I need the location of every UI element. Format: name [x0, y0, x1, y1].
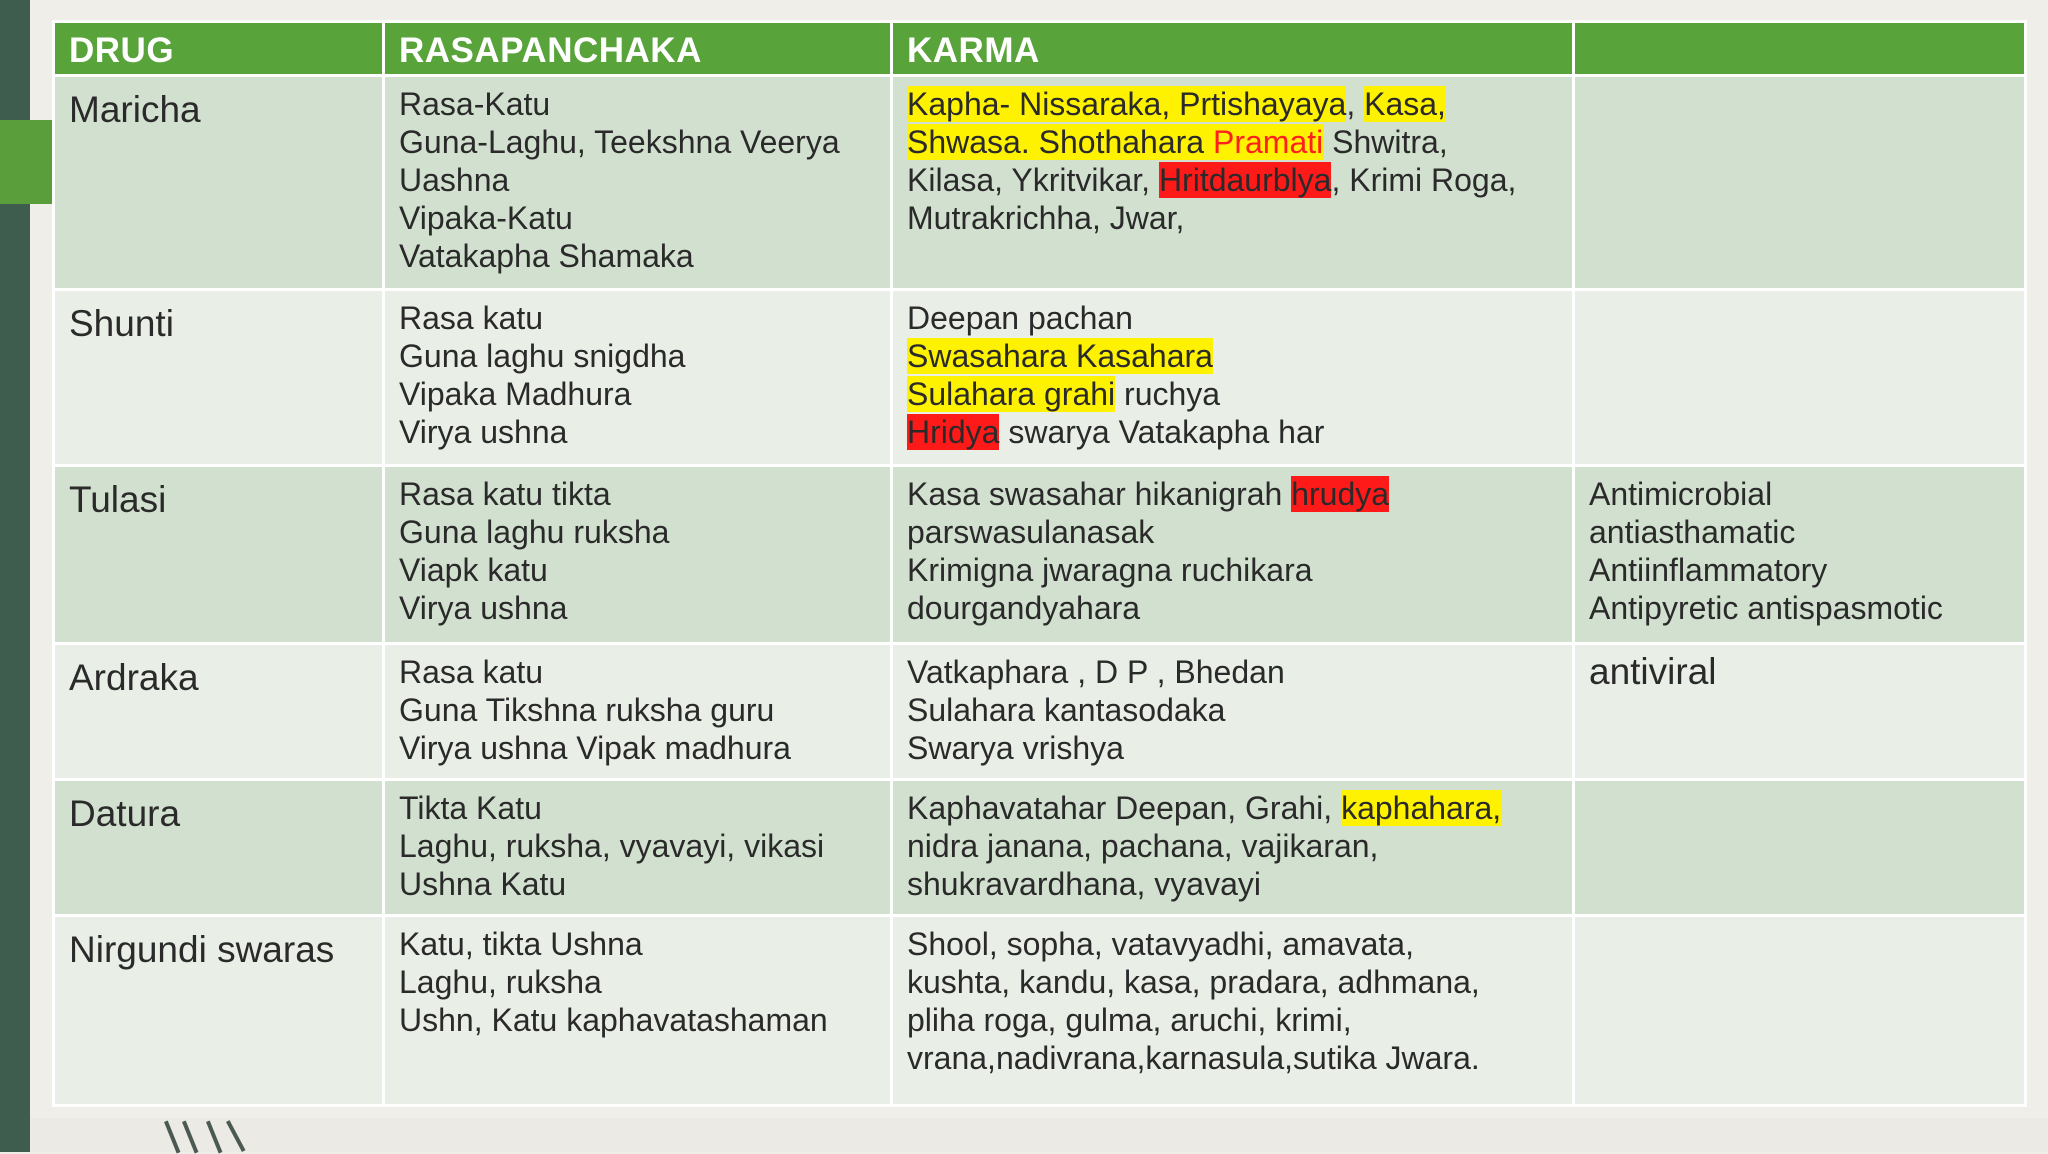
karma-line — [907, 1001, 1558, 1039]
karma-text: Shwitra, — [1323, 124, 1448, 160]
table-row — [54, 644, 2026, 780]
rasapanchaka-line: Guna laghu ruksha — [399, 514, 670, 550]
karma-line — [907, 299, 1558, 337]
rasapanchaka-line: Rasa katu tikta — [399, 476, 611, 512]
highlighted-term: hrudya — [1291, 476, 1390, 512]
karma-text: Shool, sopha, vatavyadhi, amavata, — [907, 926, 1414, 962]
drug-name-cell: Datura — [54, 780, 384, 916]
pharmacology-cell — [1574, 916, 2026, 1106]
karma-text: Sulahara kantasodaka — [907, 692, 1226, 728]
highlighted-term: Swasahara Kasahara — [907, 338, 1213, 374]
green-accent-tab — [0, 120, 52, 204]
rasapanchaka-line: Vipaka Madhura — [399, 376, 632, 412]
pharmacology-cell — [1574, 466, 2026, 644]
karma-line — [907, 551, 1558, 589]
karma-line — [907, 413, 1558, 451]
rasapanchaka-line: Katu, tikta Ushna — [399, 926, 643, 962]
karma-line — [907, 963, 1558, 1001]
karma-line — [907, 513, 1558, 551]
highlighted-term: Kasa, — [1364, 86, 1446, 122]
karma-text: shukravardhana, vyavayi — [907, 866, 1261, 902]
highlighted-term: kaphahara, — [1341, 790, 1502, 826]
karma-line — [907, 653, 1558, 691]
karma-cell — [892, 466, 1574, 644]
rasapanchaka-line: Guna-Laghu, Teekshna Veerya — [399, 124, 840, 160]
karma-text: Deepan pachan — [907, 300, 1133, 336]
karma-text: Kilasa, Ykritvikar, — [907, 162, 1159, 198]
pharmacology-cell — [1574, 290, 2026, 466]
highlighted-term: Kapha- Nissaraka, Prtishayaya — [907, 86, 1347, 122]
highlighted-term: Pramati — [1212, 124, 1324, 160]
table-row — [54, 290, 2026, 466]
karma-text: vrana,nadivrana,karnasula,sutika Jwara. — [907, 1040, 1480, 1076]
karma-text: , Krimi Roga, — [1331, 162, 1517, 198]
karma-text: ruchya — [1115, 376, 1221, 412]
table-row — [54, 466, 2026, 644]
rasapanchaka-line: Guna Tikshna ruksha guru — [399, 692, 775, 728]
rasapanchaka-line: Guna laghu snigdha — [399, 338, 686, 374]
highlighted-term: Hritdaurblya — [1158, 162, 1332, 198]
table-row — [54, 916, 2026, 1106]
rasapanchaka-cell — [384, 780, 892, 916]
karma-text: Kaphavatahar Deepan, Grahi, — [907, 790, 1342, 826]
karma-text: kushta, kandu, kasa, pradara, adhmana, — [907, 964, 1480, 1000]
rasapanchaka-line: Tikta Katu — [399, 790, 542, 826]
karma-text: nidra janana, pachana, vajikaran, — [907, 828, 1379, 864]
karma-line — [907, 85, 1558, 123]
karma-line — [907, 375, 1558, 413]
karma-cell — [892, 644, 1574, 780]
karma-text: Vatkaphara , D P , Bhedan — [907, 654, 1285, 690]
table-row — [54, 76, 2026, 290]
pharmacology-cell — [1574, 644, 2026, 780]
karma-text: Kasa swasahar hikanigrah — [907, 476, 1292, 512]
pharmacology-line: Antimicrobial — [1589, 476, 1773, 512]
karma-line — [907, 199, 1558, 237]
karma-text: swarya Vatakapha har — [999, 414, 1325, 450]
pharmacology-line: antiviral — [1589, 651, 1717, 692]
karma-line — [907, 729, 1558, 767]
header-drug: DRUG — [54, 22, 384, 76]
header-extra — [1574, 22, 2026, 76]
karma-line — [907, 589, 1558, 627]
highlighted-term: Shwasa. Shothahara — [907, 124, 1213, 160]
karma-line — [907, 827, 1558, 865]
highlighted-term: Hridya — [907, 414, 1000, 450]
pharmacology-line: Antiinflammatory — [1589, 552, 1828, 588]
drug-name-cell: Tulasi — [54, 466, 384, 644]
drug-name-cell: Shunti — [54, 290, 384, 466]
karma-line — [907, 1039, 1558, 1077]
karma-cell — [892, 76, 1574, 290]
pharmacology-line: antiasthamatic — [1589, 514, 1796, 550]
karma-line — [907, 789, 1558, 827]
rasapanchaka-line: Rasa katu — [399, 654, 544, 690]
header-karma: KARMA — [892, 22, 1574, 76]
karma-text: , — [1346, 86, 1365, 122]
rasapanchaka-line: Viapk katu — [399, 552, 548, 588]
karma-text: parswasulanasak — [907, 514, 1155, 550]
karma-cell — [892, 780, 1574, 916]
karma-cell — [892, 290, 1574, 466]
rasapanchaka-line: Virya ushna — [399, 414, 568, 450]
rasapanchaka-line: Laghu, ruksha — [399, 964, 602, 1000]
rasapanchaka-cell — [384, 916, 892, 1106]
rasapanchaka-line: Rasa-Katu — [399, 86, 551, 122]
rasapanchaka-cell — [384, 644, 892, 780]
karma-text: Swarya vrishya — [907, 730, 1124, 766]
karma-line — [907, 865, 1558, 903]
rasapanchaka-line: Ushn, Katu kaphavatashaman — [399, 1002, 828, 1038]
pharmacology-line: Antipyretic antispasmotic — [1589, 590, 1943, 626]
rasapanchaka-cell — [384, 76, 892, 290]
karma-line — [907, 161, 1558, 199]
rasapanchaka-line: Virya ushna — [399, 590, 568, 626]
pharmacology-cell — [1574, 780, 2026, 916]
pharmacology-cell — [1574, 76, 2026, 290]
drug-table — [52, 20, 2027, 1107]
karma-line — [907, 691, 1558, 729]
rasapanchaka-line: Vatakapha Shamaka — [399, 238, 694, 274]
drug-name-cell: Maricha — [54, 76, 384, 290]
rasapanchaka-line: Virya ushna Vipak madhura — [399, 730, 791, 766]
bottom-strip — [30, 1118, 2048, 1152]
karma-text: Mutrakrichha, Jwar, — [907, 200, 1185, 236]
karma-line — [907, 337, 1558, 375]
highlighted-term: Sulahara grahi — [907, 376, 1116, 412]
table-row — [54, 780, 2026, 916]
rasapanchaka-cell — [384, 290, 892, 466]
rasapanchaka-line: Vipaka-Katu — [399, 200, 573, 236]
rasapanchaka-line: Rasa katu — [399, 300, 544, 336]
header-rasapanchaka: RASAPANCHAKA — [384, 22, 892, 76]
karma-cell — [892, 916, 1574, 1106]
table-header-row — [54, 22, 2026, 76]
rasapanchaka-line: Laghu, ruksha, vyavayi, vikasi — [399, 828, 825, 864]
rasapanchaka-cell — [384, 466, 892, 644]
drug-name-cell: Ardraka — [54, 644, 384, 780]
rasapanchaka-line: Ushna Katu — [399, 866, 567, 902]
karma-text: Krimigna jwaragna ruchikara — [907, 552, 1313, 588]
karma-line — [907, 475, 1558, 513]
karma-line — [907, 925, 1558, 963]
rasapanchaka-line: Uashna — [399, 162, 510, 198]
karma-line — [907, 123, 1558, 161]
karma-text: pliha roga, gulma, aruchi, krimi, — [907, 1002, 1352, 1038]
drug-name-cell: Nirgundi swaras — [54, 916, 384, 1106]
karma-text: dourgandyahara — [907, 590, 1141, 626]
